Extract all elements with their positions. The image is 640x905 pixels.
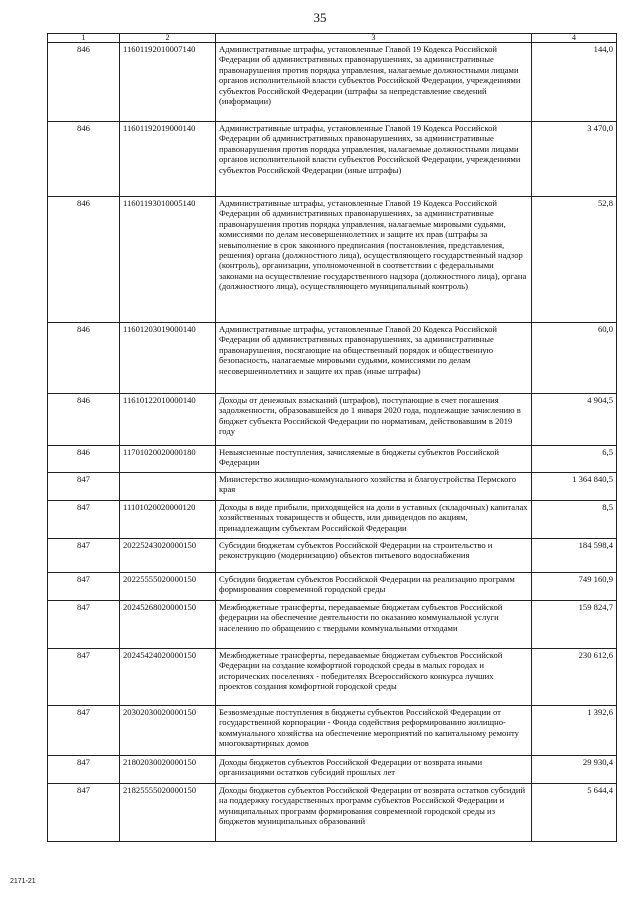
admin-code-cell: 846 bbox=[48, 323, 120, 394]
admin-code-cell: 847 bbox=[48, 706, 120, 756]
amount-cell: 1 392,6 bbox=[532, 706, 617, 756]
amount-cell: 230 612,6 bbox=[532, 649, 617, 706]
budget-code-cell: 20245424020000150 bbox=[120, 649, 216, 706]
budget-code-cell: 21825555020000150 bbox=[120, 784, 216, 842]
table-row bbox=[48, 501, 617, 539]
amount-cell: 52,8 bbox=[532, 197, 617, 323]
table-row bbox=[48, 197, 617, 323]
admin-code-cell: 847 bbox=[48, 601, 120, 649]
budget-code-cell: 11610122010000140 bbox=[120, 394, 216, 446]
table-row bbox=[48, 756, 617, 784]
table-row bbox=[48, 649, 617, 706]
budget-code-cell: 11601203019000140 bbox=[120, 323, 216, 394]
amount-cell: 8,5 bbox=[532, 501, 617, 539]
amount-cell: 60,0 bbox=[532, 323, 617, 394]
budget-code-cell: 11101020020000120 bbox=[120, 501, 216, 539]
admin-code-cell: 847 bbox=[48, 473, 120, 501]
admin-code-cell: 847 bbox=[48, 784, 120, 842]
admin-code-cell: 847 bbox=[48, 573, 120, 601]
amount-cell: 1 364 840,5 bbox=[532, 473, 617, 501]
revenue-name-cell: Субсидии бюджетам субъектов Российской Федерации на реализацию программ формирования современной городской среды bbox=[216, 573, 532, 601]
amount-cell: 4 904,5 bbox=[532, 394, 617, 446]
table-row bbox=[48, 573, 617, 601]
table-row bbox=[48, 446, 617, 473]
admin-code-cell: 847 bbox=[48, 501, 120, 539]
column-header-1: 1 bbox=[48, 34, 120, 43]
table-row bbox=[48, 394, 617, 446]
amount-cell: 3 470,0 bbox=[532, 122, 617, 197]
column-header-4: 4 bbox=[532, 34, 617, 43]
budget-code-cell: 11701020020000180 bbox=[120, 446, 216, 473]
table-row bbox=[48, 122, 617, 197]
budget-code-cell: 11601193010005140 bbox=[120, 197, 216, 323]
column-header-3: 3 bbox=[216, 34, 532, 43]
revenue-name-cell: Межбюджетные трансферты, передаваемые бюджетам субъектов Российской федерации на обеспечение деятельности по оказанию коммунальной услуги населению по обращению с твердыми коммунальными отходами bbox=[216, 601, 532, 649]
table-row bbox=[48, 539, 617, 573]
amount-cell: 5 644,4 bbox=[532, 784, 617, 842]
amount-cell: 6,5 bbox=[532, 446, 617, 473]
budget-code-cell: 20225555020000150 bbox=[120, 573, 216, 601]
revenue-name-cell: Невыясненные поступления, зачисляемые в бюджеты субъектов Российской Федерации bbox=[216, 446, 532, 473]
revenue-name-cell: Административные штрафы, установленные Главой 19 Кодекса Российской Федерации об административных правонарушениях, за административные правонарушения против порядка управления, налагаемые должностными лицами органов исполнительной власти субъектов Российской Федерации, учреждениями субъектов Российской Федерации (штрафы за непредставление сведений (информации) bbox=[216, 43, 532, 122]
revenue-name-cell: Доходы в виде прибыли, приходящейся на доли в уставных (складочных) капиталах хозяйственных товариществ и обществ, или дивидендов по акциям, принадлежащим субъектам Российской Федерации bbox=[216, 501, 532, 539]
revenue-name-cell: Межбюджетные трансферты, передаваемые бюджетам субъектов Российской Федерации на создание комфортной городской среды в малых городах и исторических поселениях - победителях Всероссийского конкурса лучших проектов создания комфортной городской среды bbox=[216, 649, 532, 706]
admin-code-cell: 847 bbox=[48, 756, 120, 784]
table-row bbox=[48, 784, 617, 842]
admin-code-cell: 847 bbox=[48, 649, 120, 706]
revenue-name-cell: Административные штрафы, установленные Главой 19 Кодекса Российской Федерации об административных правонарушениях, за административные правонарушения против порядка управления, налагаемые должностными лицами органов исполнительной власти субъектов Российской Федерации, учреждениями субъектов Российской Федерации (иные штрафы) bbox=[216, 122, 532, 197]
table-row bbox=[48, 43, 617, 122]
revenue-name-cell: Доходы от денежных взысканий (штрафов), поступающие в счет погашения задолженности, образовавшейся до 1 января 2020 года, подлежащие зачислению в бюджет субъекта Российской Федерации по нормативам, действовавшим в 2019 году bbox=[216, 394, 532, 446]
column-header-2: 2 bbox=[120, 34, 216, 43]
table-row-section bbox=[48, 473, 617, 501]
amount-cell: 159 824,7 bbox=[532, 601, 617, 649]
revenue-name-cell: Субсидии бюджетам субъектов Российской Федерации на строительство и реконструкцию (модернизацию) объектов питьевого водоснабжения bbox=[216, 539, 532, 573]
budget-code-cell: 11601192010007140 bbox=[120, 43, 216, 122]
amount-cell: 144,0 bbox=[532, 43, 617, 122]
table-header-row bbox=[48, 34, 617, 43]
revenue-name-cell: Министерство жилищно-коммунального хозяйства и благоустройства Пермского края bbox=[216, 473, 532, 501]
amount-cell: 29 930,4 bbox=[532, 756, 617, 784]
admin-code-cell: 846 bbox=[48, 197, 120, 323]
budget-code-cell: 21802030020000150 bbox=[120, 756, 216, 784]
budget-revenue-table bbox=[47, 33, 617, 842]
amount-cell: 184 598,4 bbox=[532, 539, 617, 573]
amount-cell: 749 160,9 bbox=[532, 573, 617, 601]
budget-code-cell bbox=[120, 473, 216, 501]
budget-code-cell: 20245268020000150 bbox=[120, 601, 216, 649]
budget-code-cell: 11601192019000140 bbox=[120, 122, 216, 197]
admin-code-cell: 846 bbox=[48, 446, 120, 473]
table-row bbox=[48, 706, 617, 756]
admin-code-cell: 846 bbox=[48, 394, 120, 446]
revenue-name-cell: Безвозмездные поступления в бюджеты субъектов Российской Федерации от государственной корпорации - Фонда содействия реформированию жилищно-коммунального хозяйства на обеспечение мероприятий по капитальному ремонту многоквартирных домов bbox=[216, 706, 532, 756]
admin-code-cell: 846 bbox=[48, 43, 120, 122]
admin-code-cell: 847 bbox=[48, 539, 120, 573]
budget-code-cell: 20225243020000150 bbox=[120, 539, 216, 573]
budget-code-cell: 20302030020000150 bbox=[120, 706, 216, 756]
revenue-name-cell: Административные штрафы, установленные Главой 20 Кодекса Российской Федерации об административных правонарушениях, за административные правонарушения, посягающие на общественный порядок и общественную безопасность, налагаемые мировыми судьями, комиссиями по делам несовершеннолетних и защите их прав (иные штрафы) bbox=[216, 323, 532, 394]
page-number: 35 bbox=[313, 10, 327, 25]
table-row bbox=[48, 601, 617, 649]
document-footer-code: 2171-21 bbox=[10, 878, 36, 885]
admin-code-cell: 846 bbox=[48, 122, 120, 197]
table-row bbox=[48, 323, 617, 394]
revenue-name-cell: Доходы бюджетов субъектов Российской Федерации от возврата остатков субсидий на поддержку государственных программ субъектов Российской Федерации и муниципальных программ формирования современной городской среды из бюджетов муниципальных образований bbox=[216, 784, 532, 842]
revenue-name-cell: Доходы бюджетов субъектов Российской Федерации от возврата иными организациями остатков субсидий прошлых лет bbox=[216, 756, 532, 784]
revenue-name-cell: Административные штрафы, установленные Главой 19 Кодекса Российской Федерации об административных правонарушениях, за административные правонарушения против порядка управления, налагаемые мировыми судьями, комиссиями по делам несовершеннолетних и защите их прав (штрафы за невыполнение в срок законного предписания (постановления, представления, решения) органа (должностного лица), осуществляющего государственный надзор (контроль), организации, уполномоченной в соответствии с федеральными законами на осуществление государственного надзора (должностного лица), органа (должностного лица), осуществляющего муниципальный контроль) bbox=[216, 197, 532, 323]
